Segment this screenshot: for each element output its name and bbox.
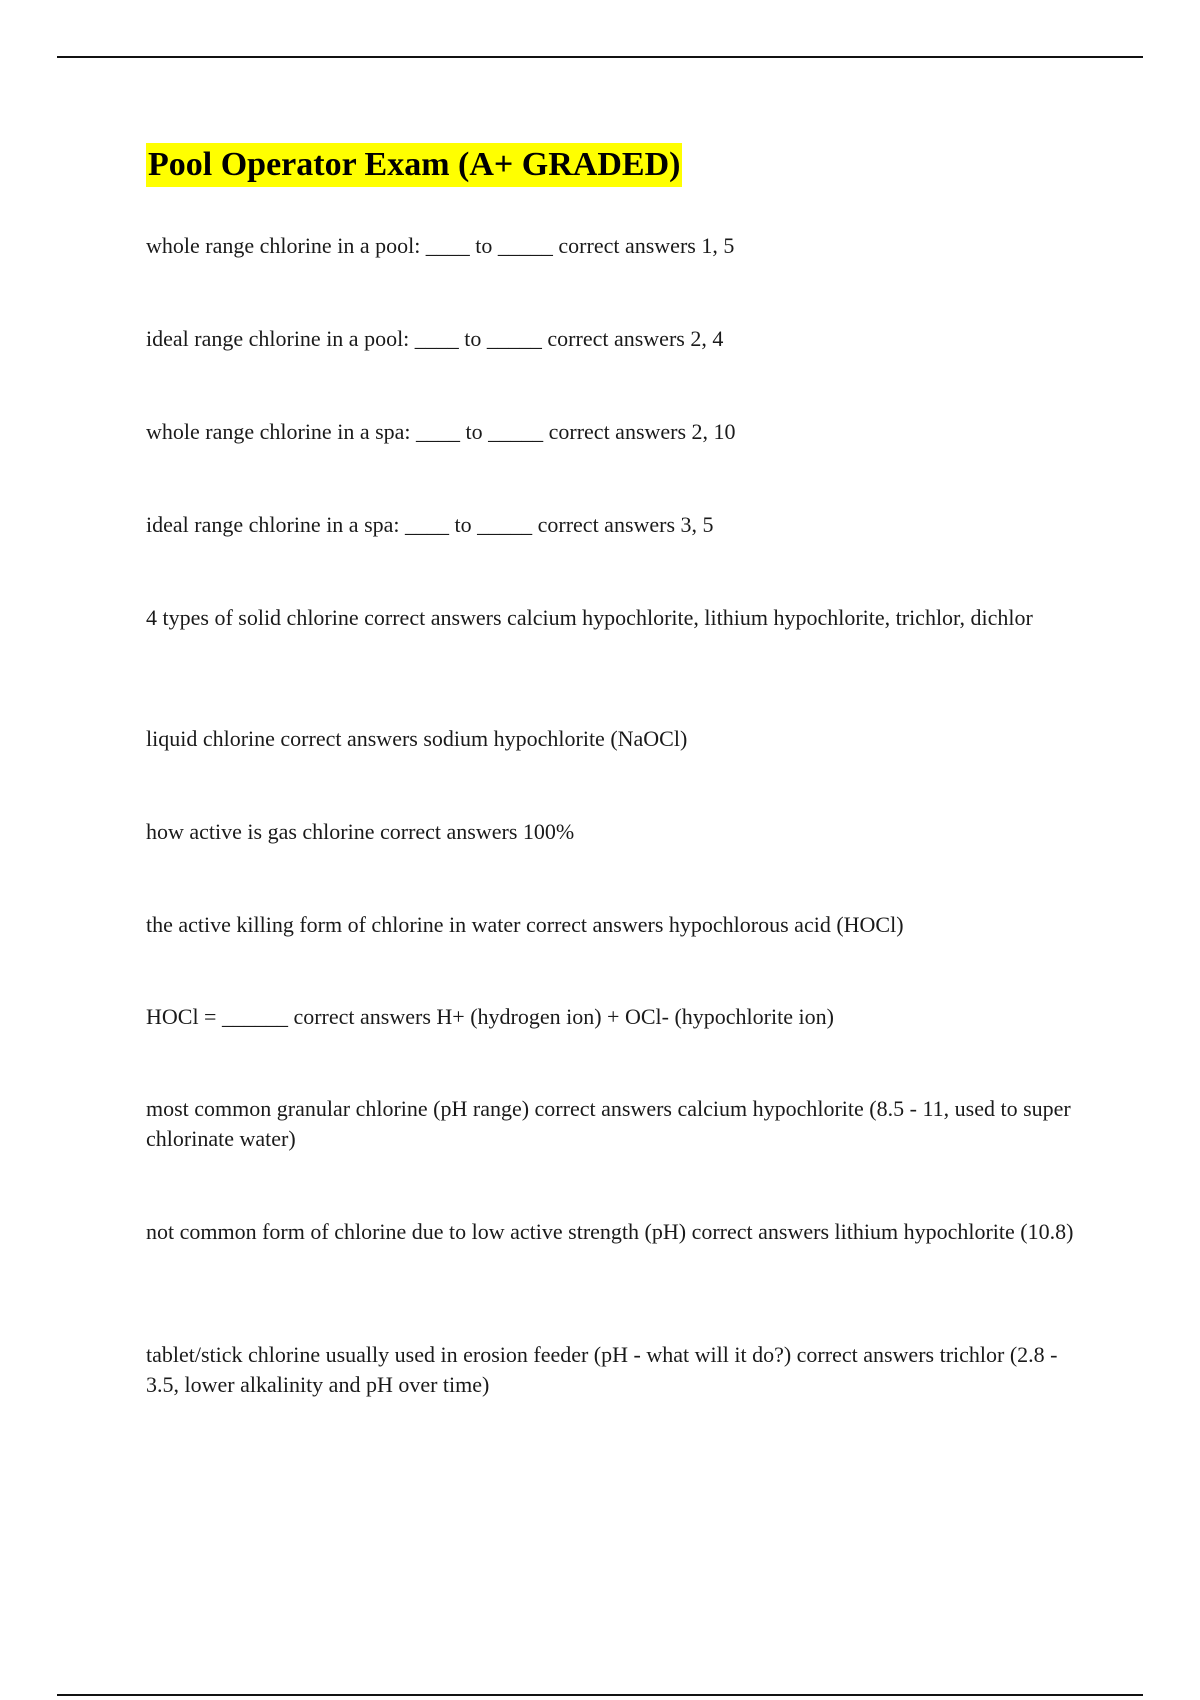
qa-item: HOCl = ______ correct answers H+ (hydrogen ion) + OCl- (hypochlorite ion) <box>146 1004 834 1029</box>
footer-rule <box>57 1694 1143 1696</box>
qa-item: liquid chlorine correct answers sodium hypochlorite (NaOCl) <box>146 726 688 751</box>
header-rule <box>57 56 1143 58</box>
qa-item: tablet/stick chlorine usually used in erosion feeder (pH - what will it do?) correct answers trichlor (2.8 - 3.5, lower alkalinity and pH over time) <box>146 1342 1058 1397</box>
qa-item: most common granular chlorine (pH range) correct answers calcium hypochlorite (8.5 - 11, used to super chlorinate water) <box>146 1096 1071 1151</box>
qa-item: how active is gas chlorine correct answers 100% <box>146 819 575 844</box>
qa-item: 4 types of solid chlorine correct answers calcium hypochlorite, lithium hypochlorite, trichlor, dichlor <box>146 605 1033 630</box>
document-body <box>146 143 1086 1397</box>
qa-item: ideal range chlorine in a spa: ____ to _____ correct answers 3, 5 <box>146 512 714 537</box>
qa-item: whole range chlorine in a pool: ____ to _____ correct answers 1, 5 <box>146 233 735 258</box>
qa-item: the active killing form of chlorine in water correct answers hypochlorous acid (HOCl) <box>146 912 904 937</box>
qa-item: ideal range chlorine in a pool: ____ to _____ correct answers 2, 4 <box>146 326 724 351</box>
qa-item: whole range chlorine in a spa: ____ to _____ correct answers 2, 10 <box>146 419 736 444</box>
document-title: Pool Operator Exam (A+ GRADED) <box>146 143 682 187</box>
qa-item: not common form of chlorine due to low active strength (pH) correct answers lithium hypochlorite (10.8) <box>146 1219 1074 1244</box>
